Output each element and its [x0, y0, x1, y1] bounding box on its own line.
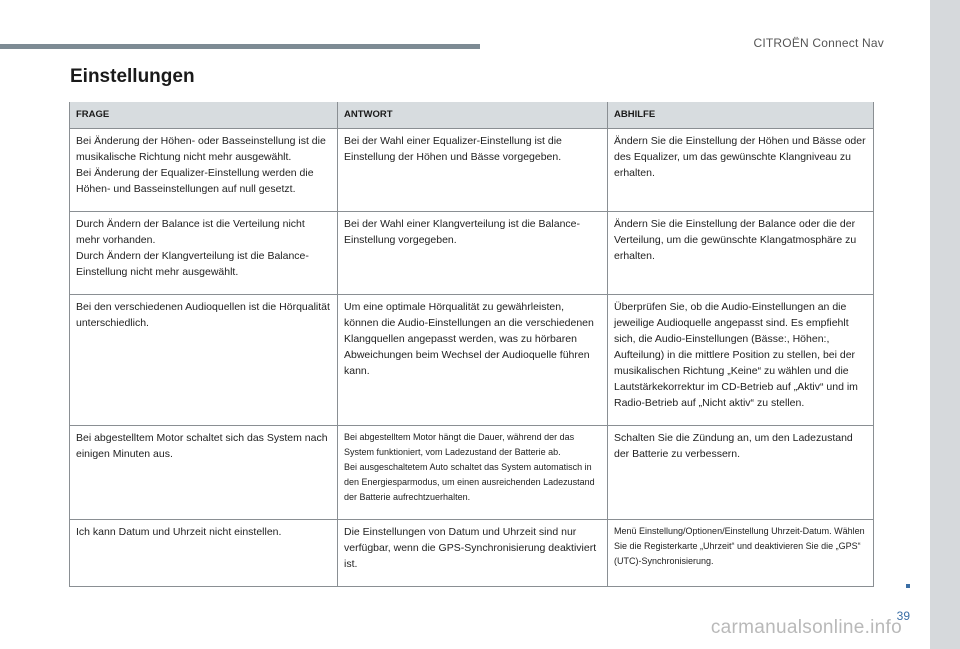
side-strip — [930, 0, 960, 649]
faq-table — [69, 102, 874, 587]
cell-frage: Bei Änderung der Höhen- oder Basseinstellung ist die musikalische Richtung nicht mehr ausgewählt. Bei Änderung der Equalizer-Einstellung werden die Höhen- und Basseinstellungen auf null gesetzt. — [70, 129, 338, 212]
header-rule — [0, 44, 480, 49]
column-header-frage: FRAGE — [70, 102, 338, 129]
table-row — [70, 520, 874, 587]
table-row — [70, 212, 874, 295]
column-header-abhilfe: ABHILFE — [608, 102, 874, 129]
cell-frage: Bei abgestelltem Motor schaltet sich das System nach einigen Minuten aus. — [70, 426, 338, 520]
cell-abhilfe: Ändern Sie die Einstellung der Höhen und Bässe oder des Equalizer, um das gewünschte Klangniveau zu erhalten. — [608, 129, 874, 212]
cell-abhilfe: Überprüfen Sie, ob die Audio-Einstellungen an die jeweilige Audioquelle angepasst sind. Es empfiehlt sich, die Audio-Einstellungen (Bässe:, Höhen:, Aufteilung) in die mittlere Position zu stellen, bei der musikalischen Richtung „Keine“ zu wählen und die Lautstärkekorrektur im CD-Betrieb auf „Aktiv“ und im Radio-Betrieb auf „Nicht aktiv“ zu stellen. — [608, 295, 874, 426]
page-title: Einstellungen — [70, 66, 195, 87]
cell-frage: Bei den verschiedenen Audioquellen ist die Hörqualität unterschiedlich. — [70, 295, 338, 426]
cell-frage: Durch Ändern der Balance ist die Verteilung nicht mehr vorhanden. Durch Ändern der Klangverteilung ist die Balance-Einstellung nicht mehr ausgewählt. — [70, 212, 338, 295]
table-row — [70, 295, 874, 426]
cell-abhilfe: Menü Einstellung/Optionen/Einstellung Uhrzeit-Datum. Wählen Sie die Registerkarte „Uhrzeit“ und deaktivieren Sie die „GPS“ (UTC)-Synchronisierung. — [608, 520, 874, 587]
cell-antwort: Bei abgestelltem Motor hängt die Dauer, während der das System funktioniert, vom Ladezustand der Batterie ab. Bei ausgeschaltetem Auto schaltet das System automatisch in den Energiesparmodus, um einen ausreichenden Ladezustand der Batterie aufrechtzuerhalten. — [338, 426, 608, 520]
cell-frage: Ich kann Datum und Uhrzeit nicht einstellen. — [70, 520, 338, 587]
cell-abhilfe: Schalten Sie die Zündung an, um den Ladezustand der Batterie zu verbessern. — [608, 426, 874, 520]
cell-antwort: Bei der Wahl einer Equalizer-Einstellung ist die Einstellung der Höhen und Bässe vorgegeben. — [338, 129, 608, 212]
page-marker — [906, 584, 910, 588]
cell-antwort: Um eine optimale Hörqualität zu gewährleisten, können die Audio-Einstellungen an die verschiedenen Klangquellen angepasst werden, was zu hörbaren Abweichungen beim Wechsel der Audioquelle führen kann. — [338, 295, 608, 426]
table-row — [70, 129, 874, 212]
column-header-antwort: ANTWORT — [338, 102, 608, 129]
watermark: carmanualsonline.info — [710, 617, 902, 638]
cell-antwort: Die Einstellungen von Datum und Uhrzeit sind nur verfügbar, wenn die GPS-Synchronisierung deaktiviert ist. — [338, 520, 608, 587]
page-number: 39 — [896, 609, 910, 623]
cell-antwort: Bei der Wahl einer Klangverteilung ist die Balance-Einstellung vorgegeben. — [338, 212, 608, 295]
table-header-row — [70, 102, 874, 129]
header-brand: CITROËN Connect Nav — [753, 36, 884, 50]
table-row — [70, 426, 874, 520]
cell-abhilfe: Ändern Sie die Einstellung der Balance oder die der Verteilung, um die gewünschte Klangatmosphäre zu erhalten. — [608, 212, 874, 295]
